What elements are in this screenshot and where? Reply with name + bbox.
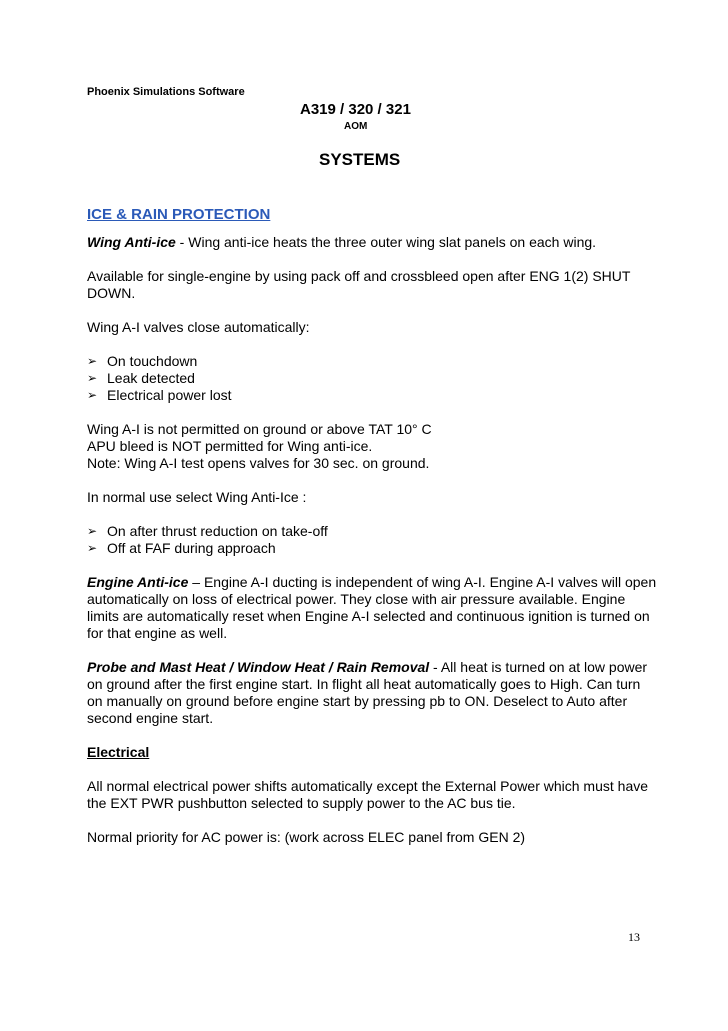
note-line: Note: Wing A-I test opens valves for 30 sec. on ground. [87, 455, 430, 471]
notes-paragraph [87, 421, 657, 472]
wing-anti-ice-paragraph [87, 234, 657, 251]
ac-priority-paragraph: Normal priority for AC power is: (work across ELEC panel from GEN 2) [87, 829, 526, 845]
list-item: ➢ Off at FAF during approach [87, 540, 276, 556]
engine-anti-ice-label: Engine Anti-ice [87, 574, 189, 590]
electrical-title: Electrical [87, 744, 150, 760]
note-line: Wing A-I is not permitted on ground or above TAT 10° C [87, 421, 432, 437]
page-number: 13 [628, 930, 640, 944]
engine-anti-ice-text: – Engine A-I ducting is independent of wing A-I. Engine A-I valves will open automatically on loss of electrical power. They close with air pressure available. Engine limits are automatically reset when Engine A-I selected and continuous ignition is turned on for that engine as well. [87, 574, 657, 641]
probe-heat-paragraph [87, 659, 657, 727]
probe-heat-label: Probe and Mast Heat / Window Heat / Rain Removal [87, 659, 430, 675]
company-name: Phoenix Simulations Software [87, 86, 245, 98]
single-engine-paragraph: Available for single-engine by using pack off and crossbleed open after ENG 1(2) SHUT DOWN. [87, 268, 631, 301]
aircraft-model: A319 / 320 / 321 [300, 101, 411, 118]
probe-heat-text: - All heat is turned on at low power on ground after the first engine start. In flight all heat automatically goes to High. Can turn on manually on ground before engine start by pressing pb to ON. Deselect to Auto after second engine start. [87, 659, 648, 726]
note-line: APU bleed is NOT permitted for Wing anti-ice. [87, 438, 373, 454]
arrow-bullet-icon: ➢ [87, 371, 98, 385]
list-item: ➢ On touchdown [87, 353, 198, 369]
section-title: ICE & RAIN PROTECTION [87, 206, 271, 223]
list-item: ➢ Electrical power lost [87, 387, 232, 403]
document-body [87, 206, 657, 863]
wing-anti-ice-text: - Wing anti-ice heats the three outer wing slat panels on each wing. [175, 234, 597, 250]
section-heading: SYSTEMS [319, 150, 401, 169]
wing-anti-ice-label: Wing Anti-ice [87, 234, 176, 250]
list-item: ➢ On after thrust reduction on take-off [87, 523, 328, 539]
normal-use-list [87, 523, 657, 557]
list-item: ➢ Leak detected [87, 370, 195, 386]
valves-close-list [87, 353, 657, 404]
arrow-bullet-icon: ➢ [87, 354, 98, 368]
normal-use-intro: In normal use select Wing Anti-Ice : [87, 489, 307, 505]
engine-anti-ice-paragraph [87, 574, 657, 642]
valves-close-intro: Wing A-I valves close automatically: [87, 319, 310, 335]
arrow-bullet-icon: ➢ [87, 541, 98, 555]
doc-type: AOM [344, 121, 368, 132]
electrical-paragraph: All normal electrical power shifts automatically except the External Power which must have the EXT PWR pushbutton selected to supply power to the AC bus tie. [87, 778, 649, 811]
arrow-bullet-icon: ➢ [87, 524, 98, 538]
arrow-bullet-icon: ➢ [87, 388, 98, 402]
